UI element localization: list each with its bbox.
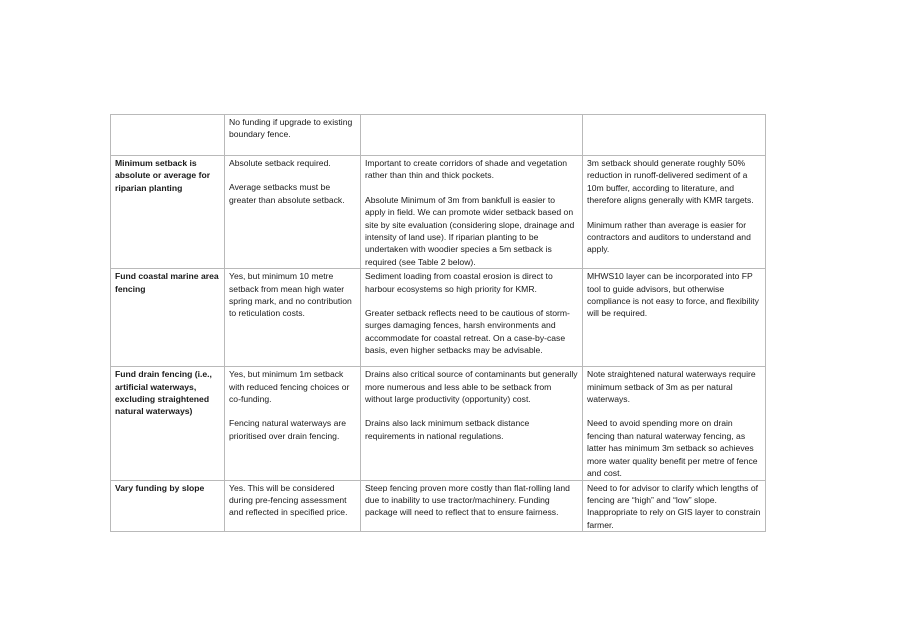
response-text: Absolute setback required. [229,158,331,168]
response-text: Average setbacks must be greater than absolute setback. [229,182,345,205]
response-cell [225,480,361,532]
rationale-text: Drains also critical source of contaminants but generally more numerous and less able to be setback from without large productivity (opportunity) cost. [365,369,578,405]
response-cell [225,367,361,480]
notes-cell [583,156,766,269]
response-text: Fencing natural waterways are prioritised over drain fencing. [229,418,347,441]
notes-cell [583,115,766,156]
response-cell [225,115,361,156]
rationale-cell [361,115,583,156]
rationale-cell [361,480,583,532]
response-text: Yes, but minimum 1m setback with reduced fencing choices or co-funding. [229,369,350,405]
response-text: Yes, but minimum 10 metre setback from mean high water spring mark, and no contribution to reticulation costs. [229,271,352,319]
response-text: No funding if upgrade to existing boundary fence. [229,117,353,140]
table-row [111,269,766,367]
notes-text: Note straightened natural waterways require minimum setback of 3m as per natural waterways. [587,369,756,405]
notes-text: 3m setback should generate roughly 50% reduction in runoff-delivered sediment of a 10m buffer, according to literature, and therefore aligns generally with KMR targets. [587,158,754,206]
row-title: Fund coastal marine area fencing [115,271,219,294]
response-text: Yes. This will be considered during pre-fencing assessment and reflected in specified price. [229,482,348,518]
row-title-cell [111,367,225,480]
response-cell [225,156,361,269]
notes-text: Minimum rather than average is easier for contractors and auditors to understand and apply. [587,219,751,255]
notes-cell [583,367,766,480]
notes-text: Need to for advisor to clarify which lengths of fencing are “high” and “low” slope. Inappropriate to rely on GIS layer to constrain farmer. [587,482,761,530]
notes-text: Need to avoid spending more on drain fencing than natural waterway fencing, as latter has minimum 3m setback so achieves more water quality benefit per metre of fence and cost. [587,418,758,479]
notes-cell [583,480,766,532]
table-row [111,115,766,156]
notes-cell [583,269,766,367]
rationale-cell [361,367,583,480]
table-row [111,156,766,269]
rationale-text: Drains also lack minimum setback distance requirements in national regulations. [365,418,530,441]
row-title-cell [111,480,225,532]
row-title: Minimum setback is absolute or average for riparian planting [115,158,211,193]
table-row [111,480,766,532]
response-cell [225,269,361,367]
notes-text: MHWS10 layer can be incorporated into FP tool to guide advisors, but otherwise compliance is not easy to force, and flexibility will be required. [587,271,759,319]
row-title-cell [111,115,225,156]
row-title: Fund drain fencing (i.e., artificial waterways, excluding straightened natural waterways) [115,369,212,417]
rationale-cell [361,156,583,269]
row-title: Vary funding by slope [115,482,205,493]
table-row [111,367,766,480]
row-title-cell [111,269,225,367]
rationale-text: Absolute Minimum of 3m from bankfull is easier to apply in field. We can promote wider setback based on site by site evaluation (considering slope, drainage and intensity of land use). If riparian planting to be undertaken with woodier species a 5m setback is required (see Table 2 below). [365,194,575,267]
rationale-cell [361,269,583,367]
rationale-text: Sediment loading from coastal erosion is direct to harbour ecosystems so high priority for KMR. [365,271,553,294]
rationale-text: Steep fencing proven more costly than flat-rolling land due to inability to use tractor/machinery. Funding package will need to reflect that to ensure fairness. [365,482,570,518]
row-title-cell [111,156,225,269]
rationale-text: Greater setback reflects need to be cautious of storm-surges damaging fences, harsh environments and accommodate for coastal retreat. On a case-by-case basis, even higher setbacks may be advisable. [365,308,570,356]
rationale-text: Important to create corridors of shade and vegetation rather than thin and thick pockets. [365,158,568,181]
policy-table [110,114,766,532]
